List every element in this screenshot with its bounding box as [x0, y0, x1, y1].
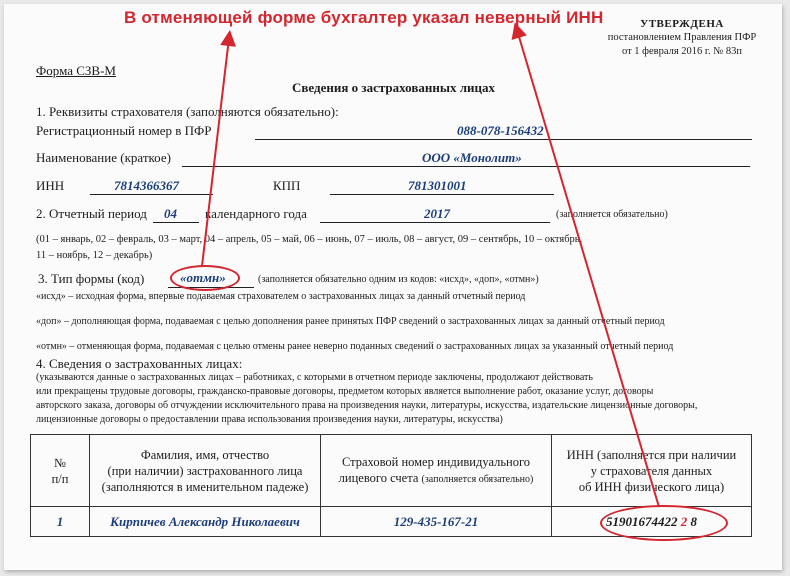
period-note: (заполняется обязательно)	[556, 209, 668, 220]
header-fio-line2: (при наличии) застрахованного лица	[107, 463, 303, 478]
section4-line3: авторского заказа, договоры об отчуждении исключительного права на произведения науки, литературы, искусства, издательские лицензионные договоры,	[36, 400, 698, 411]
code-otmn-description: «отмн» – отменяющая форма, подаваемая с целью отмены ранее неверно поданных сведений о застрахованных лицах за указанный отчетный период	[36, 341, 674, 352]
period-label: 2. Отчетный период	[36, 206, 147, 221]
row-fio: Кирпичев Александр Николаевич	[90, 507, 321, 537]
approved-title: УТВЕРЖДЕНА	[640, 18, 724, 30]
section4-line1: (указываются данные о застрахованных лицах – работниках, с которыми в отчетном периоде заключены, продолжают действовать	[36, 372, 593, 383]
document-title: Сведения о застрахованных лицах	[292, 80, 495, 95]
callout-title: В отменяющей форме бухгалтер указал неверный ИНН	[124, 8, 604, 27]
row-inn-main: 51901674422	[606, 513, 678, 529]
header-number-line1: №	[54, 455, 66, 470]
company-name-value: ООО «Монолит»	[422, 150, 522, 165]
period-value: 04	[164, 206, 177, 221]
company-name-label: Наименование (краткое)	[36, 150, 171, 165]
code-iskhd-description: «исхд» – исходная форма, впервые подаваемая страхователем о застрахованных лицах за данный отчетный период	[36, 291, 526, 302]
header-fio-line1: Фамилия, имя, отчество	[140, 447, 270, 462]
approved-line1: постановлением Правления ПФР	[607, 32, 757, 43]
form-type-note: (заполняется обязательно одним из кодов: «исхд», «доп», «отмн»)	[258, 274, 539, 285]
header-inn-line2: у страхователя данных	[590, 463, 713, 478]
form-type-label: 3. Тип формы (код)	[38, 271, 145, 286]
header-snils-line1: Страховой номер индивидуального	[341, 454, 531, 469]
arrow-to-inn	[517, 30, 659, 507]
form-name: Форма СЗВ-М	[36, 63, 116, 78]
kpp-value: 781301001	[408, 178, 467, 193]
header-number-line2: п/п	[51, 471, 69, 486]
row-inn-error-digit2: 8	[690, 513, 697, 529]
year-label: календарного года	[205, 206, 307, 221]
code-dop-description: «доп» – дополняющая форма, подаваемая с целью дополнения ранее принятых ПФР сведений о застрахованных лицах за данный отчетный период	[36, 316, 665, 327]
inn-value: 7814366367	[114, 178, 179, 193]
reg-number-label: Регистрационный номер в ПФР	[36, 123, 212, 138]
months-line2: 11 – ноябрь, 12 – декабрь)	[36, 250, 153, 261]
approved-line2: от 1 февраля 2016 г. № 83п	[621, 46, 743, 57]
year-value: 2017	[424, 206, 450, 221]
months-line1: (01 – январь, 02 – февраль, 03 – март, 04 – апрель, 05 – май, 06 – июнь, 07 – июль, 08 – август, 09 – сентябрь, 10 – октябрь,	[36, 234, 583, 245]
section4-heading: 4. Сведения о застрахованных лицах:	[36, 356, 243, 371]
kpp-label: КПП	[273, 178, 301, 193]
section4-line2: или прекращены трудовые договоры, гражданско-правовые договоры, предметом которых является выполнение работ, оказание услуг, договоры	[36, 386, 654, 397]
header-snils-note: (заполняется обязательно)	[421, 473, 534, 485]
row-number: 1	[31, 507, 90, 537]
form-type-value: «отмн»	[180, 270, 226, 285]
header-snils-line2-text: лицевого счета	[338, 470, 419, 485]
section1-heading: 1. Реквизиты страхователя (заполняются обязательно):	[36, 104, 339, 119]
header-fio-line3: (заполняются в именительном падеже)	[101, 479, 309, 494]
row-snils: 129-435-167-21	[321, 507, 552, 537]
section4-line4: лицензионные договоры о предоставлении права использования произведения науки, литературы, искусства)	[36, 414, 503, 425]
arrow-to-form-type	[202, 38, 229, 266]
inn-label: ИНН	[36, 178, 65, 193]
reg-number-value: 088-078-156432	[457, 123, 544, 138]
header-inn-line3: об ИНН физического лица)	[578, 479, 725, 494]
row-inn-error-digit1: 2	[680, 513, 688, 529]
header-inn-line1: ИНН (заполняется при наличии	[566, 447, 737, 462]
